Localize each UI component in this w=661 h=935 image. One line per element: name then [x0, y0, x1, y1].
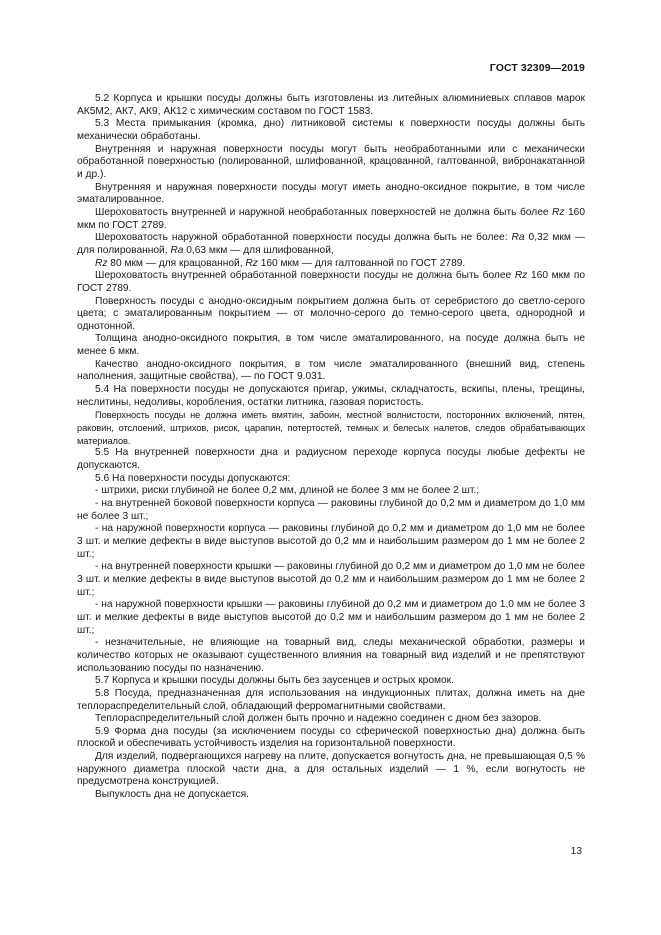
page-number: 13 — [570, 846, 582, 857]
roughness-symbol: Ra — [511, 232, 525, 244]
paragraph: 5.6 На поверхности посуды допускаются: — [95, 472, 291, 484]
paragraph: 5.7 Корпуса и крышки посуды должны быть без заусенцев и острых кромок. — [95, 675, 454, 687]
paragraph: Качество анодно-оксидного покрытия, в том числе эматалированного (внешний вид, степень наполнения, защитные свойства), — по ГОСТ 9.031. — [77, 358, 585, 383]
paragraph: - на наружной поверхности крышки — раковины глубиной до 0,2 мм и диаметром до 1,0 мм не более 3 шт. и мелкие дефекты в виде выступов высотой до 0,2 мм и наибольшим размером до 1 мм не более 2 шт.; — [77, 599, 585, 636]
paragraph: Шероховатость внутренней обработанной поверхности посуды не должна быть более Rz 160 мкм по ГОСТ 2789. — [77, 270, 585, 294]
paragraph: 5.9 Форма дна посуды (за исключением посуды со сферической поверхностью дна) должна быть плоской и обеспечивать устойчивость изделия на горизонтальной поверхности. — [77, 725, 585, 750]
roughness-symbol: Rz — [245, 257, 258, 269]
paragraph: Внутренняя и наружная поверхности посуды могут быть необработанными или с механически обработанной поверхностью (полированной, шлифованной, крацованной, галтованной, вибронакатанной и др.). — [77, 143, 585, 180]
paragraph: Поверхность посуды не должна иметь вмятин, забоин, местной волнистости, посторонних включений, пятен, раковин, отслоений, штрихов, рисок, царапин, потертостей, темных и белесых налетов, следов обрабатывающих материалов. — [77, 410, 585, 446]
paragraph: 5.8 Посуда, предназначенная для использования на индукционных плитах, должна иметь на дне теплораспределительный слой, обладающий ферромагнитными свойствами. — [77, 687, 585, 712]
roughness-symbol: Ra — [170, 244, 184, 256]
standard-header: ГОСТ 32309—2019 — [489, 62, 585, 74]
paragraph: - на внутренней боковой поверхности корпуса — раковины глубиной до 0,2 мм и диаметром до 1,0 мм не более 3 шт.; — [77, 498, 585, 522]
paragraph: - незначительные, не влияющие на товарный вид, следы механической обработки, размеры и количество которых не оказывают существенного влияния на товарный вид изделий и не препятствуют использованию посуды по назначению. — [77, 637, 585, 674]
paragraph: 5.3 Места примыкания (кромка, дно) литниковой системы к поверхности посуды должны быть механически обработаны. — [77, 118, 585, 142]
paragraph: 5.2 Корпуса и крышки посуды должны быть изготовлены из литейных алюминиевых сплавов марок АК5М2, АК7, АК9, АК12 с химическим составом по ГОСТ 1583. — [77, 93, 585, 117]
paragraph: 5.4 На поверхности посуды не допускаются пригар, ужимы, складчатость, вскипы, плены, трещины, неслитины, недоливы, коробления, остатки литника, газовая пористость. — [77, 384, 585, 408]
paragraph: Поверхность посуды с анодно-оксидным покрытием должна быть от серебристого до светло-серого цвета; с эматалированным покрытием — от молочно-серого до темно-серого цвета, однородной и однотонной. — [77, 295, 585, 332]
paragraph: Толщина анодно-оксидного покрытия, в том числе эматалированного, на посуде должна быть не менее 6 мкм. — [77, 333, 585, 358]
paragraph: - штрихи, риски глубиной не более 0,2 мм, длиной не более 3 мм не более 2 шт.; — [95, 485, 480, 497]
paragraph: Шероховатость наружной обработанной поверхности посуды должна быть не более: Ra 0,32 мкм — для полированной, Ra 0,63 мкм — для шлифованной, — [77, 232, 585, 256]
roughness-symbol: Rz — [514, 270, 528, 282]
paragraph: Выпуклость дна не допускается. — [95, 789, 249, 801]
roughness-symbol: Rz — [95, 257, 108, 269]
paragraph: - на внутренней поверхности крышки — раковины глубиной до 0,2 мм и диаметром до 1,0 мм не более 3 шт. и мелкие дефекты в виде выступов высотой до 0,2 мм и наибольшим размером до 1 мм не более 2 шт.; — [77, 561, 585, 598]
roughness-symbol: Rz — [552, 206, 565, 218]
paragraph: Теплораспределительный слой должен быть прочно и надежно соединен с дном без зазоров. — [95, 713, 542, 725]
paragraph: Внутренняя и наружная поверхности посуды могут иметь анодно-оксидное покрытие, в том числе эматалированное. — [77, 181, 585, 206]
paragraph: 5.5 На внутренней поверхности дна и радиусном переходе корпуса посуды любые дефекты не допускаются. — [77, 447, 585, 472]
document-body — [77, 93, 585, 802]
paragraph: Для изделий, подвергающихся нагреву на плите, допускается вогнутость дна, не превышающая 0,5 % наружного диаметра плоской части дна, а для остальных изделий — 1 %, если вогнутость не предусмотрена конструкцией. — [77, 751, 585, 788]
paragraph: - на наружной поверхности корпуса — раковины глубиной до 0,2 мм и диаметром до 1,0 мм не более 3 шт. и мелкие дефекты в виде выступов высотой до 0,2 мм и наибольшим размером до 1 мм не более 2 шт.; — [77, 523, 585, 560]
paragraph: Шероховатость внутренней и наружной необработанных поверхностей не должна быть более Rz 160 мкм по ГОСТ 2789. — [77, 206, 585, 231]
paragraph: Rz 80 мкм — для крацованной, Rz 160 мкм — для галтованной по ГОСТ 2789. — [95, 257, 466, 269]
